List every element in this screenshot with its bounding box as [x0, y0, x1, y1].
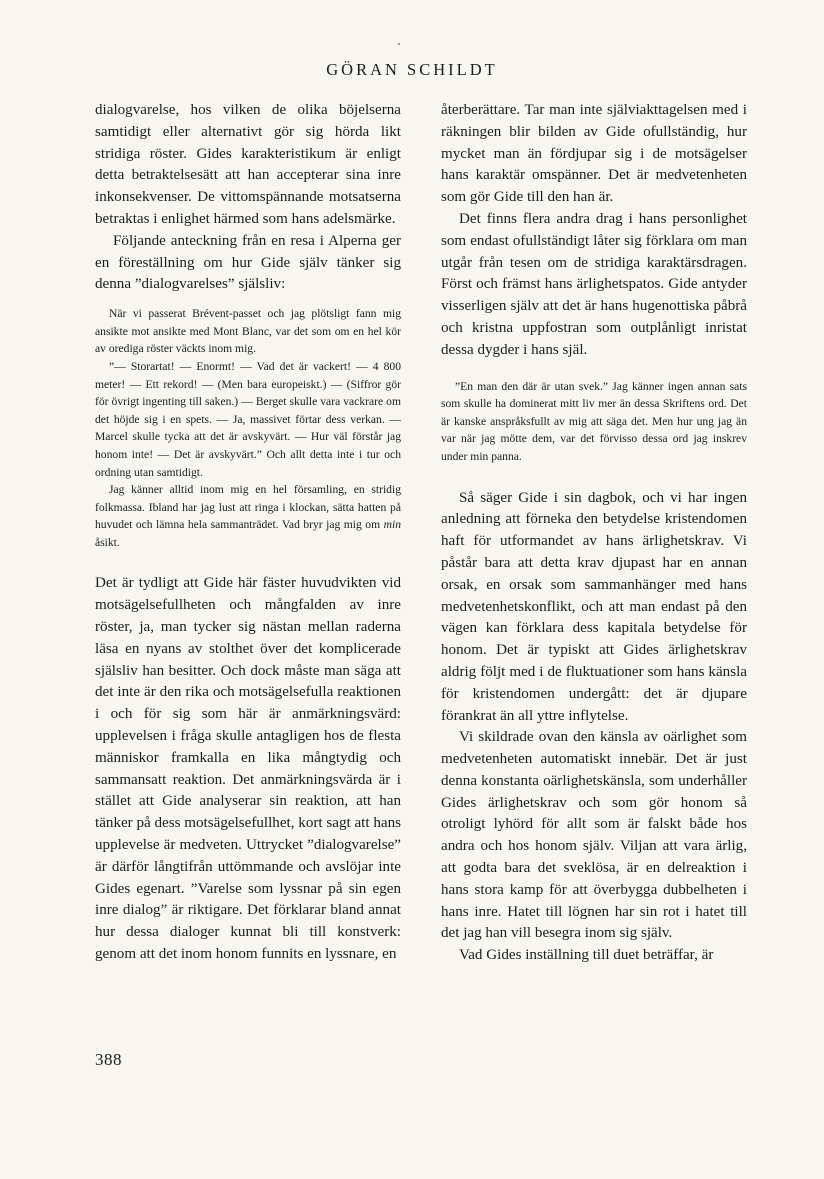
quote-text: Jag känner alltid inom mig en hel församling, en stridig folkmassa. Ibland har jag lust att ringa i klockan, sätta hatten på huvudet och lämna hela sammanträdet. Vad bryr jag mig om [95, 483, 401, 532]
block-quote [441, 378, 747, 466]
quote-paragraph: ”En man den där är utan svek.” Jag känner ingen annan sats som skulle ha dominerat mitt liv mer än dessa Skriftens ord. Det är kanske anspråksfullt av mig att säga det. Men hur ung jag än var när jag mötte dem, var det förvisso dessa ord jag inskrev under min panna. [441, 379, 747, 463]
paragraph: Vi skildrade ovan den känsla av oärlighet som medvetenheten automatiskt innebär. Det är just denna konstanta oärlighetskänsla, som underhåller Gides ärlighetskrav och som gör honom så otroligt lyhörd för allt som är falskt både hos andra och hos honom själv. Viljan att vara ärlig, att godta bara det sveklösa, är en delreaktion i hans stora kamp för att överbygga dubbelheten i hans inre. Hatet till lögnen har sin rot i hatet till det jag han vill besegra inom sig själv. [441, 729, 747, 942]
running-head: GÖRAN SCHILDT [326, 60, 498, 79]
paragraph: Så säger Gide i sin dagbok, och vi har ingen anledning att förneka den betydelse kristendomen haft för utformandet av hans ärlighetskrav. Vi påstår bara att detta krav djupast har en annan orsak, en orsak som sammanhänger med hans medvetenhetskonflikt, och att man endast på den vägen kan förklara dess kapitala betydelse för honom. Det är typiskt att Gides ärlighetskrav aldrig följt med i de fluktuationer som hans känsla för kristendomen undergått: det är djupare förankrat än all yttre inflytelse. [441, 489, 747, 724]
page-number: 388 [95, 1050, 122, 1069]
quote-emphasis: min [383, 518, 401, 532]
print-mark [398, 43, 400, 45]
quote-paragraph [95, 481, 401, 551]
paragraph: dialogvarelse, hos vilken de olika böjelserna samtidigt eller alternativt gör sig hörda likt stridiga röster. Gides karakteristikum är enligt detta betraktelsesätt att han accepterar sina inre inkonsekvenser. De vittomspännande motsatserna betraktas i enlighet härmed som hans adelsmärke. [95, 102, 401, 227]
quote-paragraph: När vi passerat Brévent-passet och jag plötsligt fann mig ansikte mot ansikte med Mont Blanc, var det som om en hel kör av orediga röster väckts inom mig. [95, 307, 401, 356]
paragraph: Vad Gides inställning till duet beträffar, är [459, 947, 714, 964]
left-column [95, 100, 401, 966]
paragraph: återberättare. Tar man inte själviakttagelsen med i räkningen blir bilden av Gide ofullständig, hur mycket man än fördjupar sig i de motsägelser hans karaktär omspänner. Det är medvetenheten som gör Gide till den han är. [441, 102, 747, 206]
block-quote [95, 305, 401, 551]
right-column [441, 100, 747, 967]
paragraph: Följande anteckning från en resa i Alperna ger en föreställning om hur Gide själv tänker sig denna ”dialogvarelses” själsliv: [95, 232, 401, 293]
quote-text: åsikt. [95, 535, 120, 549]
quote-paragraph: ”— Storartat! — Enormt! — Vad det är vackert! — 4 800 meter! — Ett rekord! — (Men bara europeiskt.) — (Siffror gör för övrigt ingenting till saken.) — Berget skulle vara vackrare om det höjde sig i en spets. — Ja, massivet förtar dess verkan. — Marcel skulle tycka att det är avskyvärt. — Hur väl förstår jag honom inte! — Det är avskyvärt.” Och allt detta inte i tur och ordning utan samtidigt. [95, 359, 401, 479]
paragraph: Det är tydligt att Gide här fäster huvudvikten vid motsägelsefullheten och mångfalden av inre röster, ja, man tycker sig nästan mellan raderna läsa en nyans av stolthet över det komplicerade själsliv han besitter. Och dock måste man säga att det inte är den rika och motsägelsefulla reaktionen i och för sig som här är anmärkningsvärd: upplevelsen i fråga skulle antagligen hos de flesta människor framkalla en lika mångtydig och sammansatt reaktion. Det anmärkningsvärda är i stället att Gide analyserar sin reaktion, att han tänker på dess motsägelsefullhet, kort sagt att hans upplevelse är medveten. Uttrycket ”dialogvarelse” är därför långtifrån uttömmande och avslöjar inte Gides egenart. ”Varelse som lyssnar på sin egen inre dialog” är riktigare. Det förklarar bland annat hur dessa dialoger kunnat bli till konstverk: genom att det inom honom funnits en lyssnare, en [95, 575, 401, 963]
paragraph: Det finns flera andra drag i hans personlighet som endast ofullständigt låter sig förklara om man utgår från tesen om de stridiga karaktärsdragen. Först och främst hans ärlighetspatos. Gide antyder visserligen själv att det är hans hugenottiska påbrå och kristna uppfostran som outplånligt inristat dessa dygder i hans själ. [441, 210, 747, 358]
